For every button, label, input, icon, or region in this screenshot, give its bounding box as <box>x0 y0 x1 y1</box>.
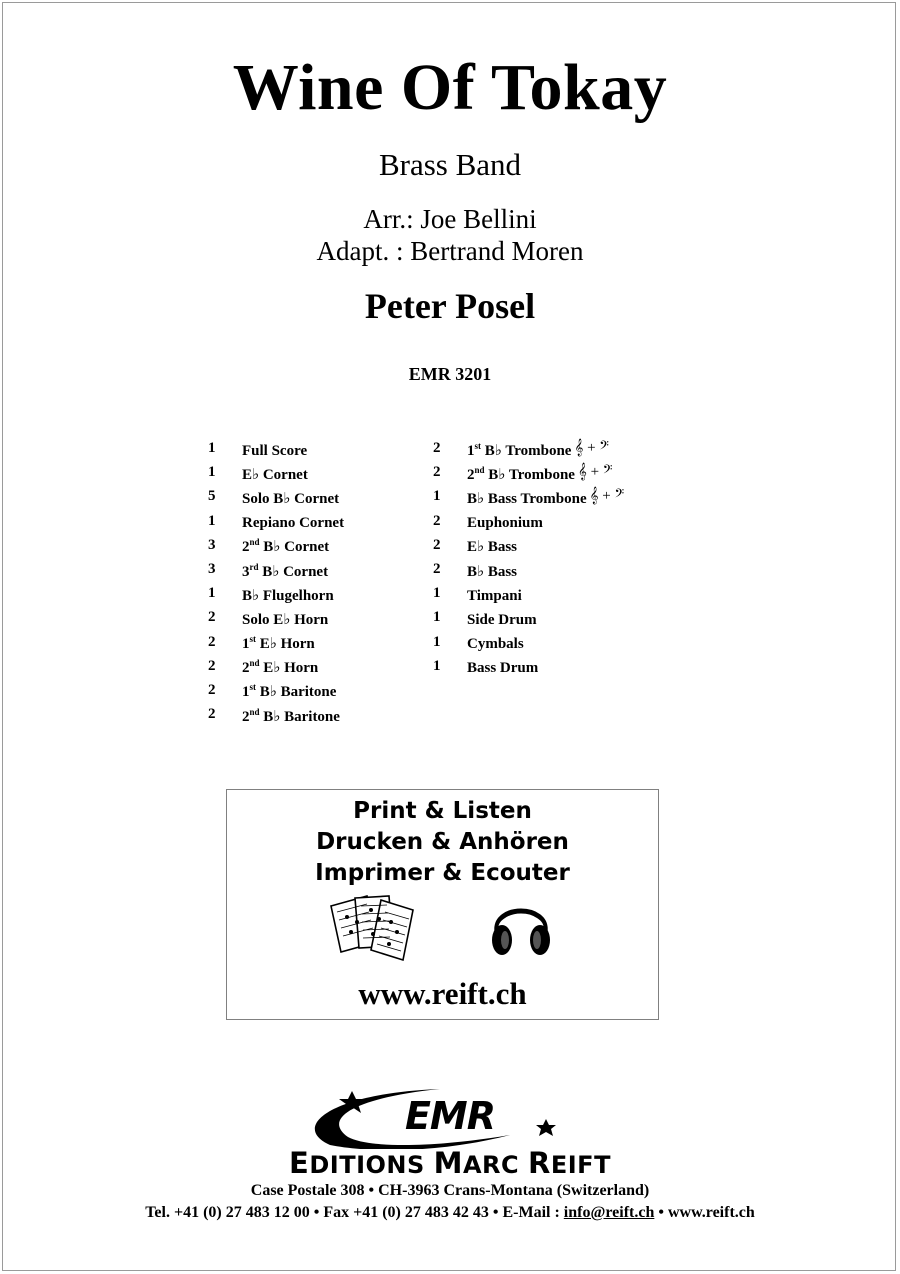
part-row <box>433 484 624 508</box>
part-name: Cymbals <box>467 636 524 653</box>
part-quantity: 1 <box>208 512 216 529</box>
logo-star-icon <box>536 1119 556 1136</box>
part-quantity: 1 <box>208 464 216 481</box>
part-row <box>433 509 624 533</box>
part-name: 1st B♭ Trombone <box>467 440 572 459</box>
piece-title: Wine Of Tokay <box>232 51 668 124</box>
part-quantity: 2 <box>433 536 441 553</box>
logo-text: EMR <box>404 1094 496 1138</box>
ensemble-subtitle: Brass Band <box>378 147 522 182</box>
promo-line-french: Imprimer & Ecouter <box>315 860 570 886</box>
composer-name: Peter Posel <box>364 286 536 326</box>
publisher-name: EDITIONS MARC REIFT <box>289 1146 611 1180</box>
part-name: E♭ Bass <box>467 539 518 556</box>
part-name: 1st B♭ Baritone <box>242 682 337 701</box>
part-name: Full Score <box>242 442 308 459</box>
part-quantity: 1 <box>433 488 441 505</box>
part-quantity: 1 <box>433 585 441 602</box>
part-quantity: 3 <box>208 536 216 553</box>
part-row <box>208 581 344 605</box>
parts-list-right <box>433 436 624 678</box>
part-name: Euphonium <box>467 515 543 532</box>
email-link[interactable]: info@reift.ch <box>563 1204 655 1221</box>
part-quantity: 2 <box>208 706 216 723</box>
part-quantity: 2 <box>433 440 441 457</box>
part-name: 2nd B♭ Trombone <box>467 464 575 483</box>
part-row <box>208 702 344 726</box>
part-name: Bass Drum <box>467 660 539 677</box>
emr-logo <box>300 1087 565 1149</box>
part-quantity: 3 <box>208 561 216 578</box>
part-row <box>208 654 344 678</box>
part-row <box>208 678 344 702</box>
part-row <box>208 484 344 508</box>
part-row <box>208 533 344 557</box>
part-name: Solo B♭ Cornet <box>242 490 340 507</box>
part-name: Side Drum <box>467 611 537 628</box>
promo-line-english: Print & Listen <box>353 798 532 824</box>
part-quantity: 1 <box>433 657 441 674</box>
catalog-number: EMR 3201 <box>408 364 492 384</box>
part-row <box>433 605 624 629</box>
part-name: Solo E♭ Horn <box>242 611 329 628</box>
part-quantity: 2 <box>433 561 441 578</box>
part-quantity: 2 <box>433 512 441 529</box>
headphones-icon <box>489 892 553 958</box>
part-quantity: 2 <box>208 609 216 626</box>
clef-icon: 𝄞 + 𝄢 <box>589 488 625 505</box>
part-quantity: 2 <box>433 464 441 481</box>
promo-website[interactable]: www.reift.ch <box>358 976 527 1011</box>
part-quantity: 2 <box>208 633 216 650</box>
clef-icon: 𝄞 + 𝄢 <box>577 464 613 481</box>
part-name: B♭ Bass Trombone <box>467 490 587 507</box>
arranger-credit: Arr.: Joe Bellini <box>363 204 537 234</box>
contact-phone-fax: Tel. +41 (0) 27 483 12 00 • Fax +41 (0) 27 483 42 43 • E-Mail : <box>145 1204 564 1221</box>
part-row <box>433 557 624 581</box>
part-row <box>208 509 344 533</box>
part-name: 1st E♭ Horn <box>242 634 315 653</box>
part-row <box>433 460 624 484</box>
contact-website[interactable]: • www.reift.ch <box>654 1204 755 1221</box>
part-quantity: 1 <box>208 440 216 457</box>
part-row <box>208 557 344 581</box>
part-quantity: 2 <box>208 681 216 698</box>
part-row <box>208 605 344 629</box>
part-name: 2nd E♭ Horn <box>242 658 319 677</box>
parts-list-left <box>208 436 344 726</box>
part-name: B♭ Flugelhorn <box>242 587 334 604</box>
part-name: Repiano Cornet <box>242 515 345 532</box>
part-row <box>208 460 344 484</box>
part-row <box>433 533 624 557</box>
publisher-contact <box>0 1202 900 1224</box>
part-quantity: 1 <box>208 585 216 602</box>
part-quantity: 1 <box>433 633 441 650</box>
part-row <box>433 630 624 654</box>
part-name: Timpani <box>467 587 522 604</box>
sheet-music-icon <box>327 892 422 964</box>
part-quantity: 1 <box>433 609 441 626</box>
part-name: 2nd B♭ Baritone <box>242 706 340 725</box>
part-name: 2nd B♭ Cornet <box>242 537 330 556</box>
part-quantity: 2 <box>208 657 216 674</box>
clef-icon: 𝄞 + 𝄢 <box>574 440 609 457</box>
adapter-credit: Adapt. : Bertrand Moren <box>316 236 584 266</box>
part-name: E♭ Cornet <box>242 466 308 483</box>
promo-line-german: Drucken & Anhören <box>316 829 569 855</box>
part-name: 3rd B♭ Cornet <box>242 561 329 580</box>
part-row <box>208 630 344 654</box>
part-row <box>433 436 624 460</box>
part-row <box>208 436 344 460</box>
part-row <box>433 654 624 678</box>
part-row <box>433 581 624 605</box>
print-listen-box <box>226 789 659 1020</box>
publisher-address: Case Postale 308 • CH-3963 Crans-Montana (Switzerland) <box>250 1182 650 1199</box>
part-name: B♭ Bass <box>467 563 518 580</box>
part-quantity: 5 <box>208 488 216 505</box>
